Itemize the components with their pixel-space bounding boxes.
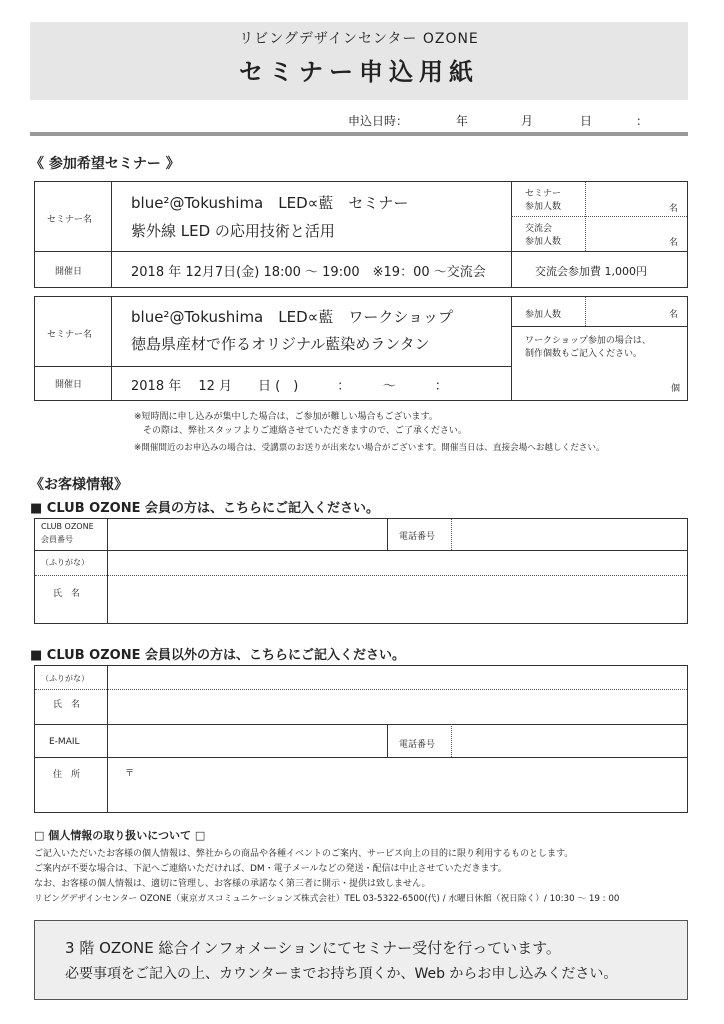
member-phone-field[interactable] [453, 521, 685, 549]
header-rule [30, 132, 688, 136]
seminar1-table [34, 181, 688, 288]
privacy-heading: □ 個人情報の取り扱いについて □ [34, 829, 206, 842]
seminar2-participants-label: 参加人数 [525, 310, 562, 320]
seminar2-count-field[interactable] [515, 359, 685, 398]
member-form-table [34, 518, 688, 624]
day-field[interactable] [535, 112, 585, 128]
seminar2-date-field[interactable] [113, 368, 509, 399]
nonmember-email-field[interactable] [109, 726, 385, 756]
note-3: ※開催間近のお申込みの場合は、受講票のお送りが出来ない場合がございます。開催当日は、直接会場へお越しください。 [134, 443, 605, 453]
seminar2-title-line1: blue²@Tokushima LED∝藍 ワークショップ [131, 308, 454, 326]
header-banner [30, 22, 688, 100]
seminar1-participants-label2: 参加人数 [525, 202, 562, 212]
seminar2-title-line2: 徳島県産材で作るオリジナル藍染めランタン [131, 335, 430, 353]
header-subtitle: リビングデザインセンター OZONE [239, 31, 479, 47]
footer-line-2: 必要事項をご記入の上、カウンターまでお持ち頂くか、Web からお申し込みください。 [65, 966, 618, 982]
nonmember-name-field[interactable] [109, 691, 685, 723]
nonmember-furigana-label: （ふりがな） [41, 674, 89, 683]
privacy-line-4: リビングデザインセンター OZONE（東京ガスコミュニケーションズ株式会社）TEL 03-5322-6500(代) / 水曜日休館（祝日除く）/ 10:30 ～ 19 : 00 [34, 894, 620, 904]
seminar2-participants-unit: 名 [669, 310, 679, 320]
seminar2-date-value: 2018 年 12 月 日 ( ) ： ～ ： [131, 379, 448, 394]
member-furigana-label: （ふりがな） [41, 558, 89, 567]
month-unit: 月 [521, 114, 534, 128]
member-form-heading: ■ CLUB OZONE 会員の方は、こちらにご記入ください。 [30, 501, 379, 516]
nonmember-form-table [34, 665, 688, 813]
month-field[interactable] [470, 112, 524, 128]
nonmember-phone-label: 電話番号 [399, 740, 436, 750]
seminar2-date-label: 開催日 [55, 380, 83, 390]
footer-info-box [34, 920, 688, 1000]
nonmember-phone-field[interactable] [453, 726, 685, 756]
member-no-label1: CLUB OZONE [41, 522, 94, 531]
nonmember-email-label: E-MAIL [49, 737, 80, 747]
nonmember-address-label: 住 所 [53, 770, 81, 780]
seminar1-participants-label1: セミナー [525, 189, 562, 199]
seminar-section-title: 《 参加希望セミナー 》 [30, 156, 180, 172]
footer-line-1: 3 階 OZONE 総合インフォメーションにてセミナー受付を行っています。 [65, 939, 561, 957]
page-title: セミナー申込用紙 [239, 58, 479, 86]
note-2: その際は、弊社スタッフよりご連絡させていただきますので、ご了承ください。 [134, 426, 467, 436]
day-unit: 日 [580, 114, 593, 128]
time-colon: ： [636, 114, 649, 128]
member-no-label2: 会員番号 [41, 535, 73, 544]
nonmember-name-label: 氏 名 [53, 700, 81, 710]
privacy-line-1: ご記入いただいたお客様の個人情報は、弊社からの商品や各種イベントのご案内、サービス向上の目的に限り利用するものとします。 [34, 849, 574, 859]
seminar1-exchange-unit: 名 [669, 238, 679, 248]
seminar1-title-line2: 紫外線 LED の応用技術と活用 [131, 222, 335, 240]
seminar1-exchange-label2: 参加人数 [525, 237, 562, 247]
postal-mark: 〒 [125, 769, 135, 779]
nonmember-furigana-field[interactable] [109, 668, 685, 688]
customer-section-title: 《お客様情報》 [30, 477, 128, 493]
privacy-line-2: ご案内が不要な場合は、下記へご連絡いただければ、DM・電子メールなどの発送・配信は中止させていただきます。 [34, 864, 507, 874]
seminar1-exchange-label1: 交流会 [525, 224, 553, 234]
nonmember-address-field[interactable] [109, 759, 685, 810]
seminar1-title-line1: blue²@Tokushima LED∝藍 セミナー [131, 194, 409, 212]
seminar2-name-label: セミナー名 [47, 330, 93, 340]
seminar2-table [34, 296, 688, 401]
date-label: 申込日時： [348, 114, 409, 128]
seminar2-count-unit: 個 [671, 384, 681, 394]
nonmember-form-heading: ■ CLUB OZONE 会員以外の方は、こちらにご記入ください。 [30, 648, 405, 663]
seminar1-date-value: 2018 年 12月7日(金) 18:00 ～ 19:00 ※19：00 ～交流会 [131, 265, 486, 280]
seminar1-fee: 交流会参加費 1,000円 [535, 265, 647, 278]
member-name-label: 氏 名 [53, 589, 81, 599]
member-name-field[interactable] [109, 577, 685, 622]
member-furigana-field[interactable] [109, 552, 685, 574]
seminar2-note-line1: ワークショップ参加の場合は、 [525, 336, 651, 346]
note-1: ※短時間に申し込みが集中した場合は、ご参加が難しい場合もございます。 [134, 412, 438, 422]
member-phone-label: 電話番号 [399, 532, 436, 542]
year-unit: 年 [456, 114, 469, 128]
member-no-field[interactable] [109, 521, 385, 549]
seminar1-date-label: 開催日 [55, 267, 83, 277]
seminar2-note-line2: 制作個数もご記入ください。 [525, 349, 643, 359]
seminar1-name-label: セミナー名 [47, 215, 93, 225]
seminar1-participants-unit: 名 [669, 204, 679, 214]
privacy-line-3: なお、お客様の個人情報は、適切に管理し、お客様の承諾なく第三者に開示・提供は致しません。 [34, 879, 431, 889]
